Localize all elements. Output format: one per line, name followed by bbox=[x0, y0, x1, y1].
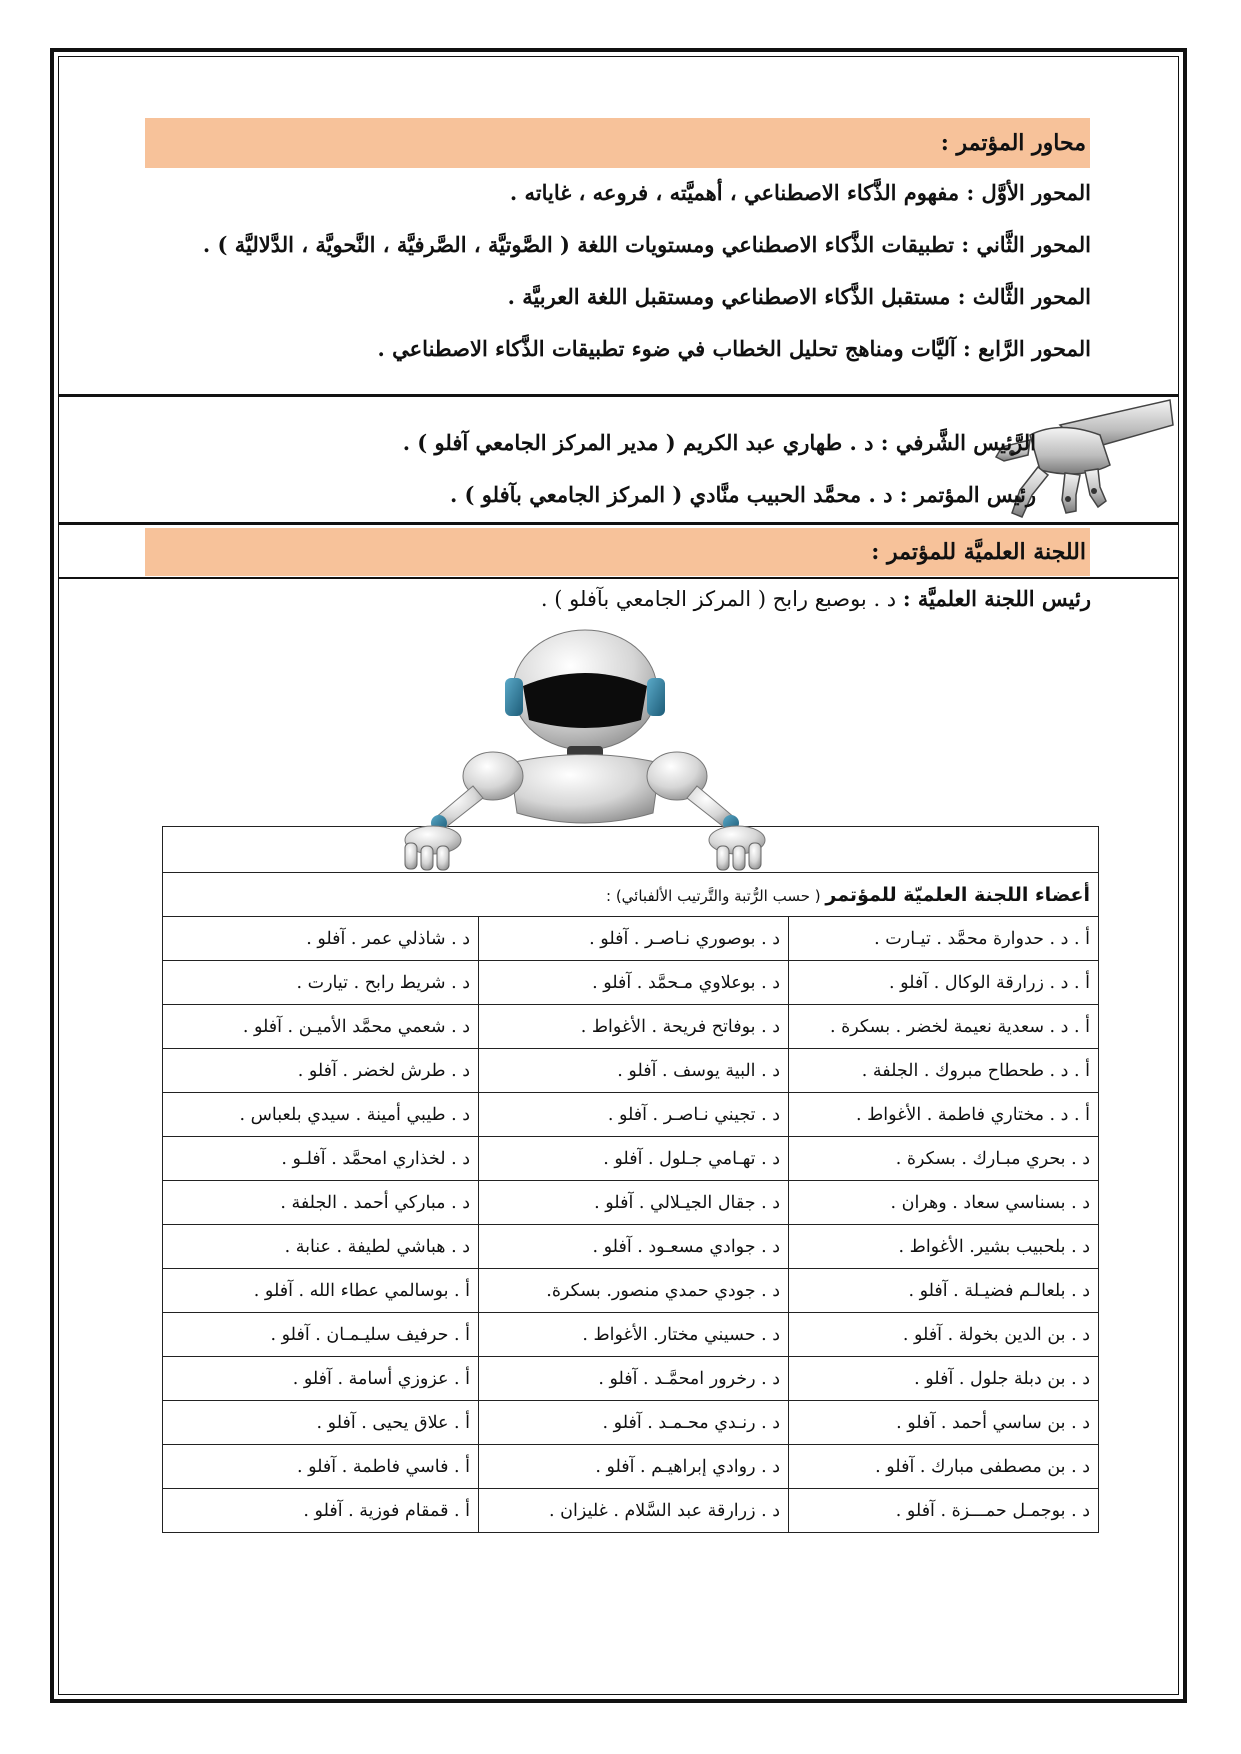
table-row bbox=[163, 1313, 1099, 1357]
member-cell: أ . فاسي فاطمة . آفلو . bbox=[163, 1445, 479, 1489]
member-cell: أ . عزوزي أسامة . آفلو . bbox=[163, 1357, 479, 1401]
member-cell: د . بحري مبـارك . بسكرة . bbox=[789, 1137, 1099, 1181]
committee-members-table bbox=[162, 826, 1099, 1533]
member-cell: د . بن مصطفى مبارك . آفلو . bbox=[789, 1445, 1099, 1489]
table-row bbox=[163, 1357, 1099, 1401]
table-row bbox=[163, 1489, 1099, 1533]
member-cell: د . طيبي أمينة . سيدي بلعباس . bbox=[163, 1093, 479, 1137]
table-row bbox=[163, 1005, 1099, 1049]
member-cell: د . هباشي لطيفة . عنابة . bbox=[163, 1225, 479, 1269]
member-cell: د . جودي حمدي منصور. بسكرة. bbox=[479, 1269, 789, 1313]
member-cell: د . رنـدي محـمـد . آفلو . bbox=[479, 1401, 789, 1445]
table-title-note: ( حسب الرُّتبة والتَّرتيب الألفبائي) : bbox=[606, 886, 826, 905]
member-cell: د . تجيني نـاصـر . آفلو . bbox=[479, 1093, 789, 1137]
table-row bbox=[163, 1401, 1099, 1445]
axis-item-4: المحور الرَّابع : آليَّات ومناهج تحليل الخطاب في ضوء تطبيقات الذَّكاء الاصطناعي . bbox=[377, 336, 1091, 361]
member-cell: د . جقال الجيـلالي . آفلو . bbox=[479, 1181, 789, 1225]
member-cell: أ . د . زرارقة الوكال . آفلو . bbox=[789, 961, 1099, 1005]
table-row bbox=[163, 1445, 1099, 1489]
member-cell: د . حسيني مختار. الأغواط . bbox=[479, 1313, 789, 1357]
member-cell: أ . د . حدوارة محمَّد . تيـارت . bbox=[789, 917, 1099, 961]
member-cell: د . رخرور امحمَّـد . آفلو . bbox=[479, 1357, 789, 1401]
member-cell: د . بسناسي سعاد . وهران . bbox=[789, 1181, 1099, 1225]
member-cell: د . زرارقة عبد السَّلام . غليزان . bbox=[479, 1489, 789, 1533]
member-cell: د . بوصوري نـاصـر . آفلو . bbox=[479, 917, 789, 961]
member-cell: د . تهـامي جـلول . آفلو . bbox=[479, 1137, 789, 1181]
member-cell: أ . د . مختاري فاطمة . الأغواط . bbox=[789, 1093, 1099, 1137]
axes-heading: محاور المؤتمر : bbox=[940, 130, 1086, 156]
member-cell: أ . د . سعدية نعيمة لخضر . بسكرة . bbox=[789, 1005, 1099, 1049]
member-cell: د . شعمي محمَّد الأميـن . آفلو . bbox=[163, 1005, 479, 1049]
member-cell: د . روادي إبراهيـم . آفلو . bbox=[479, 1445, 789, 1489]
member-cell: د . بلحبيب بشير. الأغواط . bbox=[789, 1225, 1099, 1269]
table-row bbox=[163, 961, 1099, 1005]
member-cell: د . طرش لخضر . آفلو . bbox=[163, 1049, 479, 1093]
table-row bbox=[163, 1137, 1099, 1181]
member-cell: د . بن الدين بخولة . آفلو . bbox=[789, 1313, 1099, 1357]
member-cell: د . مباركي أحمد . الجلفة . bbox=[163, 1181, 479, 1225]
committee-chair bbox=[145, 586, 1091, 611]
axis-item-1: المحور الأوَّل : مفهوم الذَّكاء الاصطناعي ، أهميَّته ، فروعه ، غاياته . bbox=[509, 180, 1091, 205]
table-row bbox=[163, 1181, 1099, 1225]
member-cell: د . شريط رابح . تيارت . bbox=[163, 961, 479, 1005]
honorary-president: الرَّئيس الشَّرفي : د . طهاري عبد الكريم ( مدير المركز الجامعي آفلو ) . bbox=[402, 430, 1036, 455]
member-cell: د . بلعالـم فضيـلة . آفلو . bbox=[789, 1269, 1099, 1313]
table-title-cell bbox=[163, 873, 1099, 917]
conference-president: رئيس المؤتمر : د . محمَّد الحبيب منَّادي ( المركز الجامعي بآفلو ) . bbox=[449, 482, 1036, 507]
table-row bbox=[163, 917, 1099, 961]
table-row bbox=[163, 1049, 1099, 1093]
table-title-row bbox=[163, 873, 1099, 917]
robot-illustration bbox=[395, 628, 775, 873]
section-divider bbox=[58, 577, 1179, 579]
member-cell: أ . حرفيف سليـمـان . آفلو . bbox=[163, 1313, 479, 1357]
member-cell: أ . د . طحطاح مبروك . الجلفة . bbox=[789, 1049, 1099, 1093]
section-divider bbox=[58, 522, 1179, 525]
committee-chair-label: رئيس اللجنة العلميَّة : bbox=[902, 586, 1091, 611]
committee-chair-value: د . بوصبع رابح ( المركز الجامعي بآفلو ) . bbox=[540, 587, 903, 611]
axis-item-2: المحور الثَّاني : تطبيقات الذَّكاء الاصطناعي ومستويات اللغة ( الصَّوتيَّة ، الصَّرفيَّة ، النَّحويَّة ، الدَّلاليَّة ) . bbox=[202, 232, 1091, 257]
member-cell: أ . قمقام فوزية . آفلو . bbox=[163, 1489, 479, 1533]
member-cell: د . بن ساسي أحمد . آفلو . bbox=[789, 1401, 1099, 1445]
member-cell: د . بن دبلة جلول . آفلو . bbox=[789, 1357, 1099, 1401]
member-cell: أ . علاق يحيى . آفلو . bbox=[163, 1401, 479, 1445]
member-cell: د . بوجمـل حمـــزة . آفلو . bbox=[789, 1489, 1099, 1533]
table-row bbox=[163, 1093, 1099, 1137]
axes-heading-band bbox=[145, 118, 1090, 168]
member-cell: د . جوادي مسعـود . آفلو . bbox=[479, 1225, 789, 1269]
member-cell: د . لخذاري امحمَّد . آفلـو . bbox=[163, 1137, 479, 1181]
member-cell: د . البية يوسف . آفلو . bbox=[479, 1049, 789, 1093]
member-cell: أ . بوسالمي عطاء الله . آفلو . bbox=[163, 1269, 479, 1313]
table-row bbox=[163, 1269, 1099, 1313]
table-row bbox=[163, 1225, 1099, 1269]
member-cell: د . بوفاتح فريحة . الأغواط . bbox=[479, 1005, 789, 1049]
committee-heading: اللجنة العلميَّة للمؤتمر : bbox=[871, 539, 1086, 565]
axis-item-3: المحور الثَّالث : مستقبل الذَّكاء الاصطناعي ومستقبل اللغة العربيَّة . bbox=[507, 284, 1091, 309]
committee-heading-band bbox=[145, 528, 1090, 576]
table-title: أعضاء اللجنة العلميّة للمؤتمر bbox=[825, 883, 1091, 906]
member-cell: د . شاذلي عمر . آفلو . bbox=[163, 917, 479, 961]
member-cell: د . بوعلاوي مـحمَّد . آفلو . bbox=[479, 961, 789, 1005]
